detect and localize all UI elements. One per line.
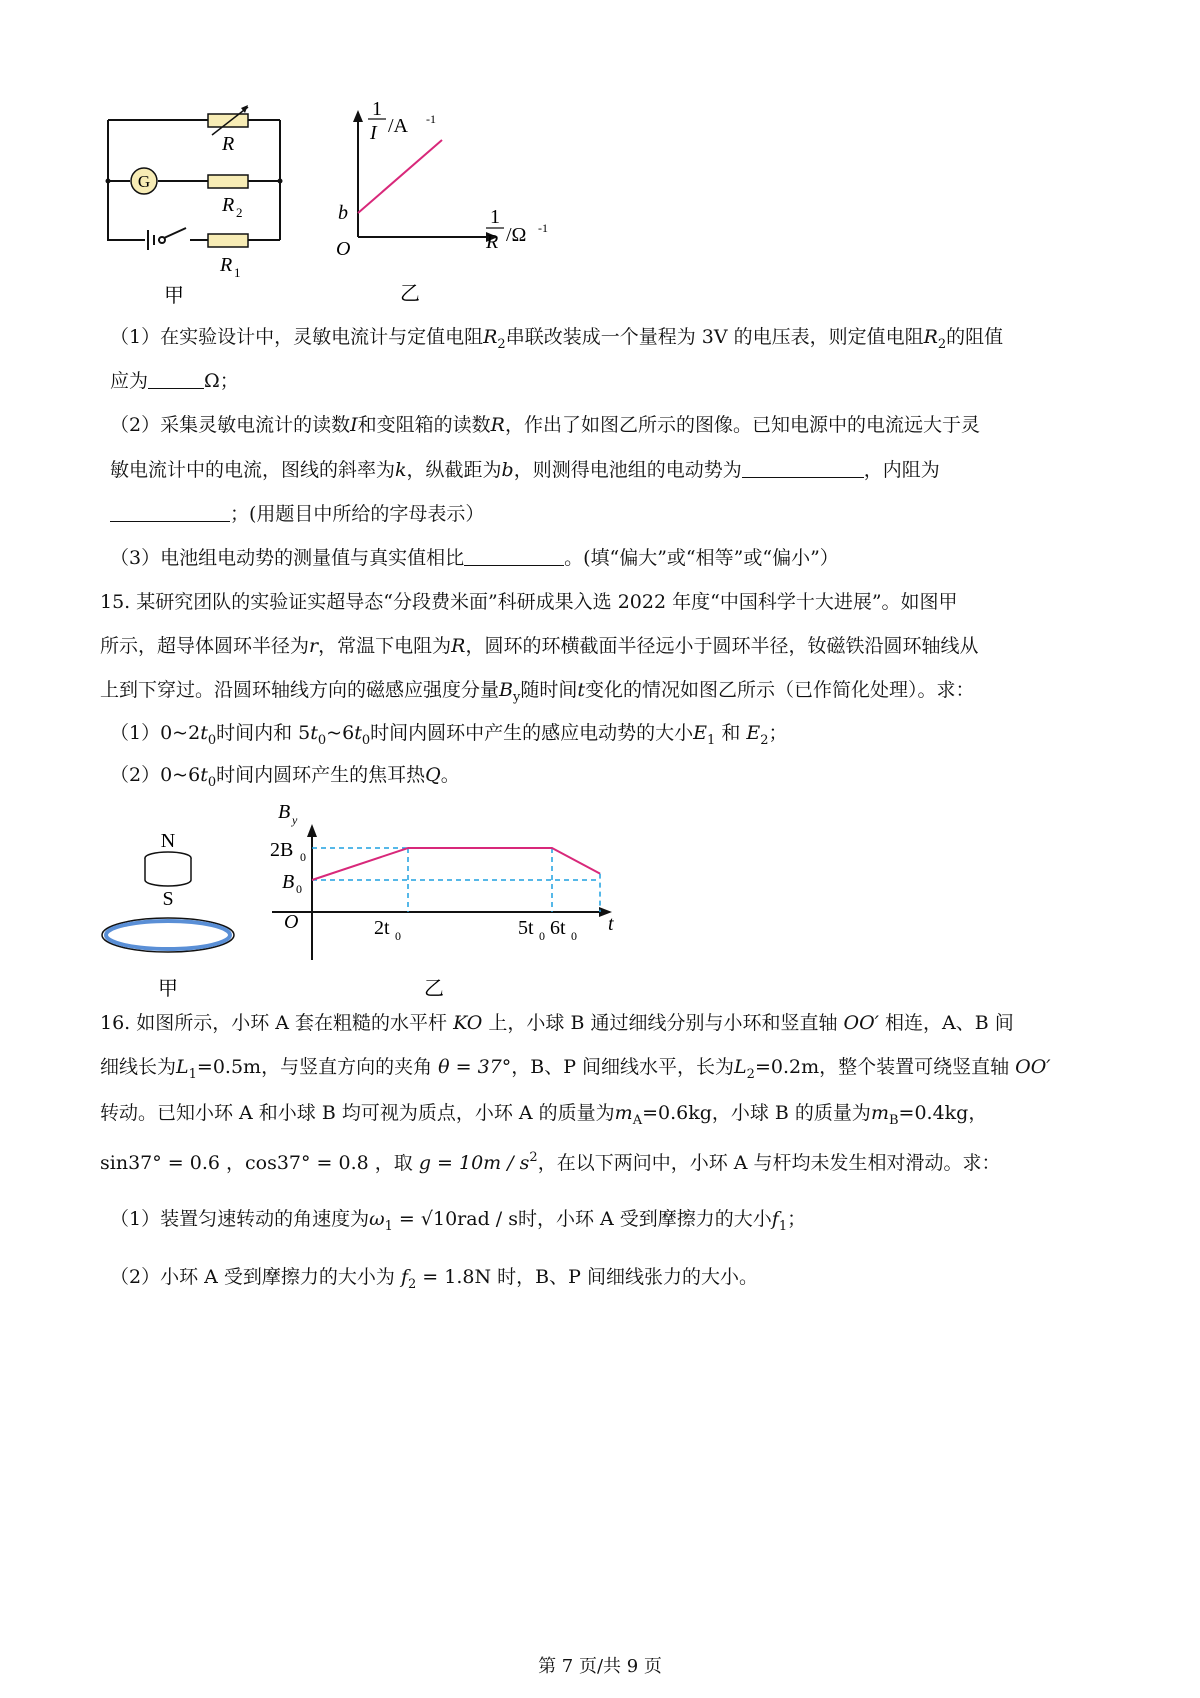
svg-text:0: 0 bbox=[395, 929, 401, 943]
q16-line1: 16. 如图所示，小环 A 套在粗糙的水平杆 KO 上，小球 B 通过细线分别与小环和竖直轴 OO′ 相连，A、B 间 bbox=[100, 1012, 1014, 1034]
q14-part1-line2: 应为 Ω； bbox=[110, 370, 239, 392]
svg-text:I: I bbox=[370, 122, 377, 144]
svg-text:0: 0 bbox=[571, 929, 577, 943]
graph-inverse bbox=[330, 95, 570, 305]
q14-part2-line2: 敏电流计中的电流，图线的斜率为k，纵截距为b，则测得电池组的电动势为 ，内阻为 bbox=[110, 459, 940, 481]
data-line bbox=[358, 140, 442, 213]
answer-blank[interactable] bbox=[464, 547, 564, 566]
resistor-R2 bbox=[208, 175, 248, 188]
label-R2: R bbox=[222, 194, 235, 216]
switch-symbol bbox=[159, 228, 186, 243]
q15-line3: 上到下穿过。沿圆环轴线方向的磁感应强度分量$B_y$随时间t变化的情况如图乙所示（已作简化处理）。求： bbox=[100, 679, 975, 705]
svg-text:-1: -1 bbox=[426, 112, 436, 126]
q15-line2: 所示，超导体圆环半径为r，常温下电阻为R，圆环的环横截面半径远小于圆环半径，钕磁铁沿圆环轴线从 bbox=[100, 635, 979, 657]
q16-line4: sin37° = 0.6 ，cos37° = 0.8 ，取 $g = 10m / s^2$，在以下两问中，小环 A 与杆均未发生相对滑动。求： bbox=[100, 1150, 1001, 1174]
resistor-R1 bbox=[208, 234, 248, 247]
q16-line2: 细线长为$L_1=0.5m$，与竖直方向的夹角 θ = 37°，B、P 间细线水平，长为$L_2=0.2m$，整个装置可绕竖直轴 OO′ bbox=[100, 1056, 1051, 1082]
svg-text:0: 0 bbox=[300, 850, 306, 864]
q16-line3: 转动。已知小环 A 和小球 B 均可视为质点，小环 A 的质量为$m_A=0.6kg$，小球 B 的质量为$m_B=0.4kg$， bbox=[100, 1102, 988, 1128]
caption-yi-2: 乙 bbox=[424, 978, 444, 1000]
q14-part3: （3）电池组电动势的测量值与真实值相比 。(填“偏大”或“相等”或“偏小”） bbox=[110, 547, 839, 569]
q14-part2-line1: （2）采集灵敏电流计的读数I和变阻箱的读数R，作出了如图乙所示的图像。已知电源中的电流远大于灵 bbox=[110, 414, 980, 436]
x-axis-label: t bbox=[608, 913, 614, 935]
q16-part1: （1）装置匀速转动的角速度为$\omega_1 = √10rad / s$时，小环 A 受到摩擦力的大小$f_1$； bbox=[110, 1208, 807, 1234]
q15-line1: 15. 某研究团队的实验证实超导态“分段费米面”科研成果入选 2022 年度“中国科学十大进展”。如图甲 bbox=[100, 591, 958, 613]
svg-text:1: 1 bbox=[372, 98, 382, 120]
svg-text:0: 0 bbox=[539, 929, 545, 943]
q16-part2: （2）小环 A 受到摩擦力的大小为 $f_2 = 1.8N$ 时，B、P 间细线张力的大小。 bbox=[110, 1266, 758, 1292]
svg-text:1: 1 bbox=[234, 265, 241, 280]
circuit-diagram bbox=[100, 105, 300, 305]
battery-symbol bbox=[148, 230, 154, 250]
resistor-R bbox=[208, 114, 248, 127]
x-axis-unit: /Ω bbox=[506, 224, 527, 246]
svg-text:-1: -1 bbox=[538, 221, 548, 235]
caption-jia-1: 甲 bbox=[164, 285, 184, 305]
answer-blank[interactable] bbox=[110, 503, 230, 522]
q15-part1: $(1)0\sim 2t_0$时间内和 $5t_0\sim 6t_0$时间内圆环中产生的感应电动势的大小$E_1$ 和 $E_2$； bbox=[110, 722, 788, 748]
q15-part2: $(2)0\sim 6t_0$时间内圆环产生的焦耳热Q。 bbox=[110, 764, 460, 790]
data-line bbox=[312, 848, 600, 880]
svg-text:y: y bbox=[292, 813, 298, 827]
magnet-ring-diagram bbox=[95, 825, 255, 1000]
intercept-label: b bbox=[338, 202, 348, 224]
origin-label: O bbox=[284, 911, 299, 933]
origin-label: O bbox=[336, 238, 351, 260]
tick-6t0: 6t bbox=[550, 917, 566, 939]
y-axis-label: B bbox=[278, 801, 291, 823]
page-footer: 第 7 页/共 9 页 bbox=[538, 1656, 662, 1677]
svg-text:1: 1 bbox=[490, 206, 500, 228]
q14-part1-line1: （1）在实验设计中，灵敏电流计与定值电阻$R_2$串联改装成一个量程为 3V 的电压表，则定值电阻$R_2$的阻值 bbox=[110, 326, 1004, 352]
tick-2B0: 2B bbox=[270, 839, 294, 861]
label-R: R bbox=[222, 133, 235, 155]
answer-blank[interactable] bbox=[148, 370, 204, 389]
graph-By-t bbox=[262, 800, 632, 1000]
tick-B0: B bbox=[282, 871, 295, 893]
y-axis-unit: /A bbox=[388, 115, 408, 137]
svg-text:0: 0 bbox=[296, 882, 302, 896]
south-pole-label: S bbox=[162, 888, 174, 910]
tick-2t0: 2t bbox=[374, 917, 390, 939]
caption-jia-2: 甲 bbox=[158, 978, 178, 1000]
svg-text:2: 2 bbox=[236, 205, 243, 220]
caption-yi-1: 乙 bbox=[400, 283, 420, 305]
q14-part2-line3: ；(用题目中所给的字母表示） bbox=[110, 499, 1120, 529]
label-R1: R bbox=[220, 254, 233, 276]
magnet-icon bbox=[145, 858, 191, 886]
north-pole-label: N bbox=[160, 830, 176, 852]
galvanometer-label: G bbox=[137, 172, 151, 191]
superconducting-ring bbox=[102, 918, 234, 952]
answer-blank[interactable] bbox=[742, 459, 864, 478]
svg-text:R: R bbox=[486, 231, 499, 253]
tick-5t0: 5t bbox=[518, 917, 534, 939]
